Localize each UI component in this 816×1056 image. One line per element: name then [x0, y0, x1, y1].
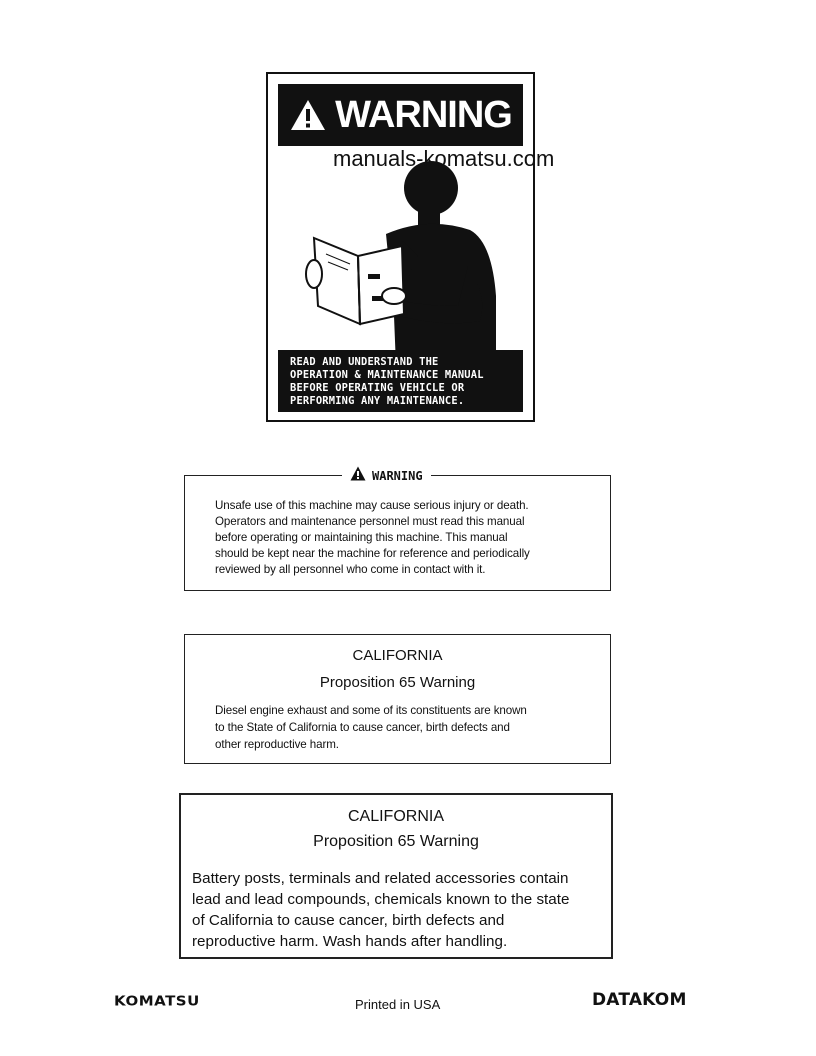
warning-triangle-icon — [289, 98, 327, 132]
decal-instruction-line: READ AND UNDERSTAND THE — [290, 356, 439, 368]
decal-header — [278, 84, 523, 146]
prop65-exhaust-line: Diesel engine exhaust and some of its constituents are known — [215, 704, 527, 717]
prop65-exhaust-title: CALIFORNIA — [352, 647, 443, 664]
prop65-battery-text — [192, 868, 608, 952]
prop65-battery-line: of California to cause cancer, birth defects and — [192, 912, 505, 929]
prop65-battery-subtitle: Proposition 65 Warning — [313, 833, 479, 850]
warning-decal — [266, 72, 535, 422]
warning-box-text — [215, 498, 595, 578]
warning-box-line: Unsafe use of this machine may cause serious injury or death. — [215, 499, 529, 512]
prop65-battery-line: reproductive harm. Wash hands after handling. — [192, 933, 508, 950]
decal-title: WARNING — [335, 93, 512, 136]
prop65-battery-title: CALIFORNIA — [347, 808, 444, 825]
decal-instruction-line: PERFORMING ANY MAINTENANCE. — [290, 395, 465, 407]
prop65-exhaust-line: to the State of California to cause cancer, birth defects and — [215, 721, 510, 734]
prop65-battery-line: Battery posts, terminals and related accessories contain — [192, 870, 569, 887]
warning-triangle-icon — [350, 466, 366, 486]
prop65-exhaust-text — [215, 702, 595, 753]
warning-box-line: before operating or maintaining this machine. This manual — [215, 531, 508, 544]
warning-box-title: WARNING — [372, 469, 423, 483]
warning-box-line: Operators and maintenance personnel must read this manual — [215, 515, 525, 528]
datakom-logo: DATAKOM — [592, 990, 687, 1010]
warning-box-line: reviewed by all personnel who come in contact with it. — [215, 563, 486, 576]
decal-instruction-line: OPERATION & MAINTENANCE MANUAL — [290, 369, 484, 381]
warning-box-legend — [342, 466, 431, 486]
warning-box-line: should be kept near the machine for reference and periodically — [215, 547, 530, 560]
prop65-battery-line: lead and lead compounds, chemicals known to the state — [192, 891, 570, 908]
prop65-exhaust-line: other reproductive harm. — [215, 738, 339, 751]
decal-instruction-line: BEFORE OPERATING VEHICLE OR — [290, 382, 465, 394]
decal-instructions — [278, 350, 523, 412]
watermark-text: manuals-komatsu.com — [333, 146, 555, 171]
person-reading-manual-icon — [278, 146, 523, 350]
prop65-exhaust-subtitle: Proposition 65 Warning — [319, 674, 476, 691]
printed-in-label: Printed in USA — [355, 997, 441, 1012]
komatsu-logo: KOMATSU — [114, 992, 200, 1010]
